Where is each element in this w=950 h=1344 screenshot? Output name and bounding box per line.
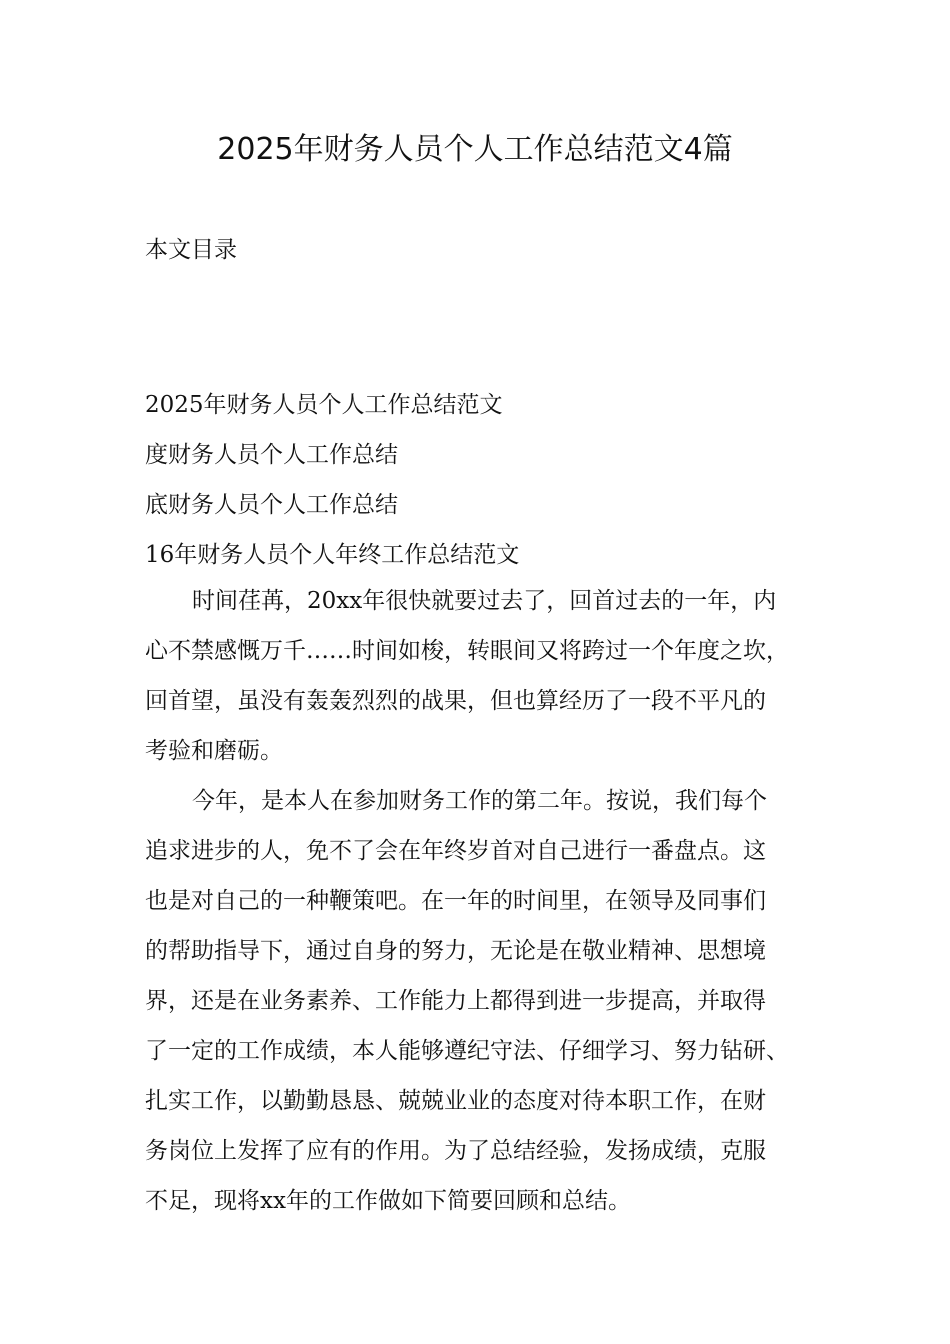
paragraph-line: 也是对自己的一种鞭策吧。在一年的时间里，在领导及同事们	[145, 888, 766, 914]
toc-item: 度财务人员个人工作总结	[145, 442, 398, 468]
toc-heading: 本文目录	[145, 237, 237, 263]
paragraph-line: 时间荏苒，20xx年很快就要过去了，回首过去的一年，内	[192, 588, 777, 614]
body-text	[145, 576, 825, 1226]
paragraph-line: 了一定的工作成绩，本人能够遵纪守法、仔细学习、努力钻研、	[145, 1038, 789, 1064]
paragraph-line: 界，还是在业务素养、工作能力上都得到进一步提高，并取得	[145, 988, 766, 1014]
paragraph	[145, 576, 825, 776]
toc-item: 2025年财务人员个人工作总结范文	[145, 392, 503, 418]
paragraph-line: 心不禁感慨万千……时间如梭，转眼间又将跨过一个年度之坎，	[145, 638, 789, 664]
paragraph-line: 追求进步的人，免不了会在年终岁首对自己进行一番盘点。这	[145, 838, 766, 864]
paragraph-line: 不足，现将xx年的工作做如下简要回顾和总结。	[145, 1188, 631, 1214]
paragraph-line: 扎实工作，以勤勤恳恳、兢兢业业的态度对待本职工作，在财	[145, 1088, 766, 1114]
table-of-contents	[145, 380, 519, 580]
paragraph-line: 考验和磨砺。	[145, 738, 283, 764]
paragraph	[145, 776, 825, 1226]
toc-item: 底财务人员个人工作总结	[145, 492, 398, 518]
paragraph-line: 今年，是本人在参加财务工作的第二年。按说，我们每个	[192, 788, 767, 814]
paragraph-line: 回首望，虽没有轰轰烈烈的战果，但也算经历了一段不平凡的	[145, 688, 766, 714]
toc-item: 16年财务人员个人年终工作总结范文	[145, 542, 520, 568]
paragraph-line: 务岗位上发挥了应有的作用。为了总结经验，发扬成绩，克服	[145, 1138, 766, 1164]
paragraph-line: 的帮助指导下，通过自身的努力，无论是在敬业精神、思想境	[145, 938, 766, 964]
document-title: 2025年财务人员个人工作总结范文4篇	[217, 132, 733, 167]
